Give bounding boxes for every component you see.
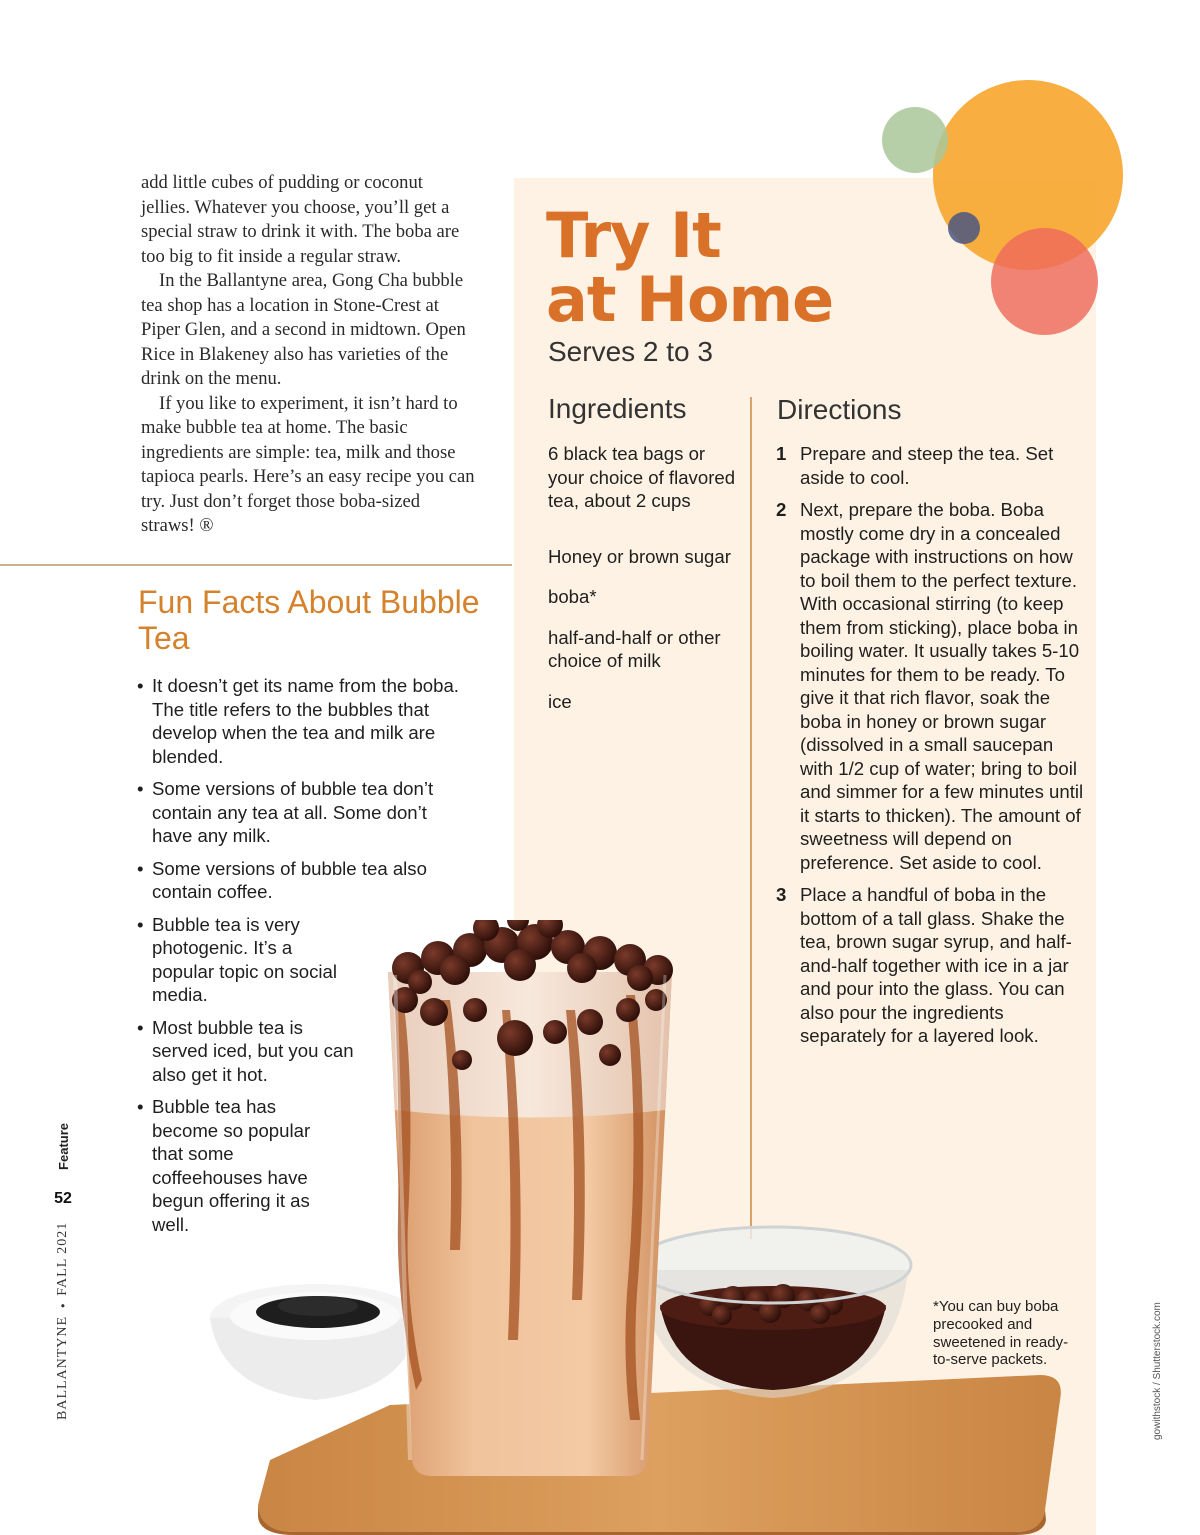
step-text: Prepare and steep the tea. Set aside to cool. (800, 443, 1054, 488)
direction-step (776, 442, 1086, 489)
fun-fact-item: • Bubble tea has become so popular that some coffeehouses have begun offering it as well. (135, 1095, 340, 1236)
direction-step (776, 498, 1086, 874)
boba-footnote: *You can buy boba precooked and sweetened in ready-to-serve packets. (933, 1298, 1069, 1369)
fun-facts-title: Fun Facts About Bubble Tea (138, 584, 480, 656)
intro-paragraph-2: In the Ballantyne area, Gong Cha bubble tea shop has a location in Stone-Crest at Piper Glen, and a second in midtown. Open Rice in Blakeney also has varieties of the drink on the menu. (141, 270, 466, 389)
ingredient-item: boba* (548, 586, 597, 607)
fun-fact-item: • Most bubble tea is served iced, but you can also get it hot. (135, 1016, 355, 1087)
fun-fact-item: • Some versions of bubble tea also contain coffee. (135, 857, 435, 904)
step-number: 2 (776, 499, 787, 520)
page-number: 52 (54, 1189, 72, 1207)
intro-paragraph-1: add little cubes of pudding or coconut jellies. Whatever you choose, you’ll get a special straw to drink it with. The boba are too big to fit inside a regular straw. (141, 172, 460, 267)
issue-label: FALL 2021 (55, 1221, 70, 1296)
fun-fact-item: • Some versions of bubble tea don’t contain any tea at all. Some don’t have any milk. (135, 777, 455, 848)
step-number: 1 (776, 443, 787, 464)
step-text: Next, prepare the boba. Boba mostly come dry in a concealed package with instructions on how to boil them to the perfect texture. With occasional stirring (to keep them from sticking), place boba in boiling water. It usually takes 5-10 minutes for them to be ready. To give it that rich flavor, soak the boba in honey or brown sugar (dissolved in a small saucepan with 1/2 cup of water; bring to boil and simmer for a few minutes until it starts to thicken). The amount of sweetness will depend on preference. Set aside to cool. (800, 499, 1084, 873)
intro-paragraph-3: If you like to experiment, it isn’t hard to make bubble tea at home. The basic ingredients are simple: tea, milk and those tapioca pearls. Here’s an easy recipe you can try. Just don’t forget those boba-sized straws! ® (141, 392, 475, 536)
fun-fact-item: • Bubble tea is very photogenic. It’s a popular topic on social media. (135, 913, 350, 1007)
decor-circle-green (882, 107, 948, 173)
footer-separator: • (56, 1303, 70, 1308)
bubble-tea-photo (210, 920, 1100, 1535)
ingredient-item: 6 black tea bags or your choice of flavored tea, about 2 cups (548, 443, 736, 511)
section-label: Feature (55, 1122, 71, 1170)
decor-circle-red (991, 228, 1098, 335)
step-text: Place a handful of boba in the bottom of a tall glass. Shake the tea, brown sugar syrup, and half-and-half together with ice in a jar and pour into the glass. You can also pour the ingredients separately for a layered look. (800, 884, 1072, 1046)
ingredient-item: Honey or brown sugar (548, 545, 731, 567)
recipe-title-line-2: at Home (546, 263, 834, 336)
step-number: 3 (776, 884, 787, 905)
intro-article (141, 171, 476, 539)
publication-name: BALLANTYNE (55, 1315, 70, 1420)
ingredient-item: ice (548, 690, 572, 712)
recipe-title (546, 199, 886, 336)
directions-heading: Directions (777, 394, 902, 425)
ingredients-heading: Ingredients (548, 393, 687, 424)
ingredients-list (548, 442, 743, 730)
fun-fact-item: • It doesn’t get its name from the boba. The title refers to the bubbles that develop when the tea and milk are blended. (135, 674, 465, 768)
section-divider (0, 564, 512, 566)
recipe-serves: Serves 2 to 3 (548, 336, 713, 367)
ingredient-item: half-and-half or other choice of milk (548, 626, 721, 671)
photo-credit: gowithstock / Shutterstock.com (1152, 1302, 1163, 1440)
decor-circle-navy (948, 212, 980, 244)
page-footer (54, 1123, 72, 1420)
recipe-title-line-1: Try It (546, 199, 721, 272)
